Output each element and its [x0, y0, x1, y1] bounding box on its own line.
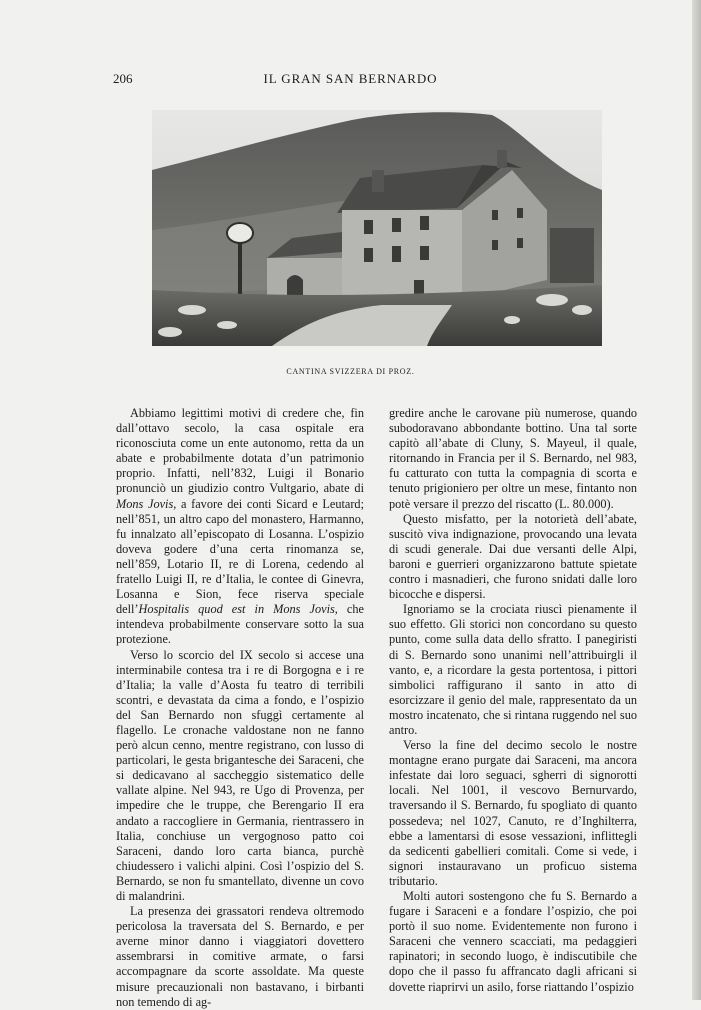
- text-run: , che intendeva probabilmente conservare sotto la sua protezione.: [116, 602, 364, 647]
- italic-latin-phrase: Mons Jovis: [116, 496, 174, 511]
- text-run: Ignoriamo se la crociata riuscì pienamente il suo effetto. Gli storici non concordano su questo punto, come sulla data dello sfratto. I panegiristi di S. Bernardo sono unanimi nell’attribuirgli il vanto, e, a ricordare la gesta portentosa, i pittori simbolici raffigurano il santo in atto di esorcizzare il genio del male, rappresentato da un mostro incatenato, che si rintana ruggendo nel suo antro.: [389, 602, 637, 737]
- text-run: Verso la fine del decimo secolo le nostre montagne erano purgate dai Saraceni, ma ancora infestate dai loro seguaci, sgherri di signorotti locali. Nel 1001, il vescovo Bernurvardo, traversando il S. Bernardo, fu spogliato di quanto possedeva; nel 1027, Canuto, re d’Inghilterra, ebbe a lamentarsi di esose vessazioni, inflittegli da sedicenti gabellieri comitali. Come si vede, i signori instauravano un proficuo sistema tributario.: [389, 738, 637, 888]
- photograph-drawing: [152, 110, 602, 346]
- page-edge-shadow: [692, 0, 701, 1000]
- text-run: Questo misfatto, per la notorietà dell’abate, suscitò viva indignazione, provocando una levata di scudi generale. Dai due versanti delle Alpi, baroni e guerrieri organizzarono battute spietate contro i masnadieri, che furono snidati dalle loro bicocche e dispersi.: [389, 511, 637, 602]
- text-run: , a favore dei conti Sicard e Leutard; nell’851, un altro capo del monastero, Harmanno, fu innalzato all’episcopato di Losanna. L’ospizio doveva godere d’una certa rinomanza se, nell’859, Lotario II, re di Lorena, cedendo al fratello Luigi II, re d’Italia, le contee di Ginevra, Losanna e Sion, fece riserva speciale dell’: [116, 496, 364, 617]
- paragraph: [116, 406, 364, 648]
- paragraph: [389, 738, 637, 889]
- page-number: 206: [113, 71, 133, 86]
- paragraph: [389, 602, 637, 738]
- figure-caption: CANTINA SVIZZERA DI PROZ.: [286, 367, 415, 376]
- photograph-cantina-svizzera: [152, 110, 602, 346]
- paragraph: [389, 512, 637, 603]
- text-run: Verso lo scorcio del IX secolo si accese una interminabile contesa tra i re di Borgogna e i re d’Italia; la valle d’Aosta fu teatro di terribili scontri, e devastata da cima a fondo, e l’ospizio del San Bernardo non sfuggì certamente al flagello. Le cronache valdostane non ne fanno però alcun cenno, mentre registrano, con lusso di particolari, le gesta brigantesche dei Saraceni, che si dedicavano al saccheggio sistematico delle vallate alpine. Nel 943, re Ugo di Provenza, per impedire che le truppe, che Berengario II era andato a raccogliere in Germania, rientrassero in Italia, conchiuse un vergognoso patto coi Saraceni, dando loro carta bianca, purchè chiudessero i valichi alpini. Così l’ospizio del S. Bernardo, se non fu smantellato, divenne un covo di malandrini.: [116, 647, 364, 903]
- paragraph: [116, 648, 364, 905]
- text-run: gredire anche le carovane più numerose, quando subodoravano abbondante bottino. Una tal sorte capitò all’abate di Cluny, S. Mayeul, il quale, ritornando in Francia per il S. Bernardo, nel 983, fu catturato con tutta la compagnia di scorta e tenuto prigioniero per oltre un mese, fintanto non potè versare il prezzo del riscatto (L. 80.000).: [389, 406, 637, 511]
- left-text-column: [116, 406, 364, 1010]
- right-text-column: [389, 406, 637, 995]
- italic-latin-phrase: Hospitalis quod est in Mons Jovis: [138, 602, 335, 617]
- paragraph: [389, 889, 637, 995]
- text-run: Abbiamo legittimi motivi di credere che, fin dall’ottavo secolo, la casa ospitale era riconosciuta come un ente autonomo, retta da un abate e probabilmente dotata d’un patrimonio proprio. Infatti, nell’832, Luigi il Bonario pronunciò un giudizio contro Vultgario, abate di: [116, 406, 364, 496]
- text-run: La presenza dei grassatori rendeva oltremodo pericolosa la traversata del S. Bernardo, e per averne minor danno i viaggiatori dovettero assembrarsi in comitive armate, o farsi accompagnare da scorte assoldate. Ma queste misure precauzionali non bastavano, i birbanti non temendo di ag-: [116, 904, 364, 1009]
- paragraph: [116, 904, 364, 1010]
- running-title: IL GRAN SAN BERNARDO: [263, 71, 438, 86]
- text-run: Molti autori sostengono che fu S. Bernardo a fugare i Saraceni e a fondare l’ospizio, che poi portò il suo nome. Evidentemente non furono i Saraceni che vennero scacciati, ma pedaggieri rapinatori; in secondo luogo, è indiscutibile che dopo che il passo fu affrancato dagli africani si dovette riaprirvi un asilo, forse riattando l’ospizio: [389, 889, 637, 994]
- paragraph-continuation: [389, 406, 637, 512]
